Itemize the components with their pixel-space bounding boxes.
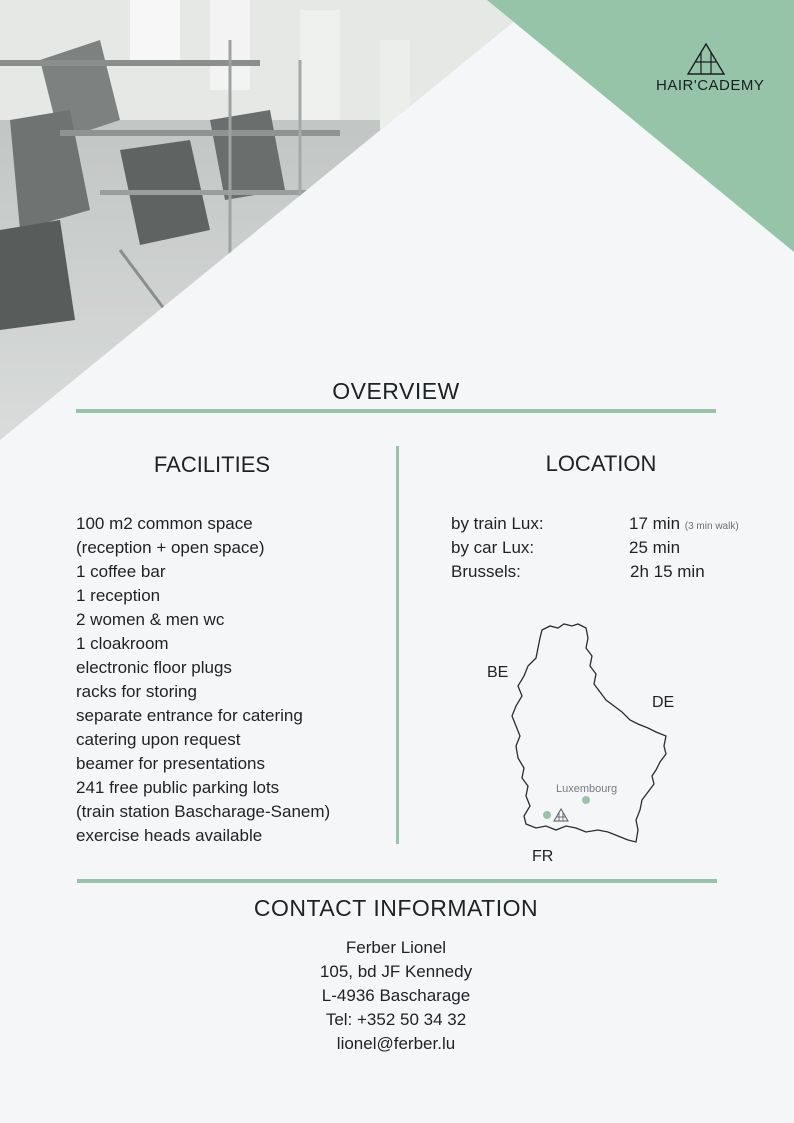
country-label-de: DE	[652, 694, 675, 711]
travel-time-value: 25 min	[629, 538, 681, 557]
green-corner	[487, 0, 794, 252]
contact-block	[76, 936, 716, 1056]
luxembourg-outline	[512, 624, 666, 842]
country-label-be: BE	[487, 664, 509, 681]
facility-item: catering upon request	[76, 730, 241, 749]
facility-item: beamer for presentations	[76, 754, 265, 773]
column-divider	[396, 446, 399, 844]
facilities-list	[76, 512, 330, 848]
facility-item: 1 cloakroom	[76, 634, 169, 653]
contact-email[interactable]: lionel@ferber.lu	[336, 1034, 456, 1053]
facility-item: racks for storing	[76, 682, 197, 701]
travel-mode-label: Brussels:	[451, 562, 521, 581]
location-title: LOCATION	[545, 451, 657, 476]
hairacademy-logo-icon	[686, 42, 726, 76]
contact-street: 105, bd JF Kennedy	[319, 962, 473, 981]
contact-divider	[77, 879, 717, 883]
facility-item: separate entrance for catering	[76, 706, 303, 725]
travel-time-value: 2h 15 min	[630, 562, 705, 581]
facility-item: 2 women & men wc	[76, 610, 225, 629]
luxembourg-city-marker	[582, 796, 590, 804]
facility-item: 1 coffee bar	[76, 562, 166, 581]
facility-item: electronic floor plugs	[76, 658, 232, 677]
facility-item: 241 free public parking lots	[76, 778, 280, 797]
travel-mode-label: by train Lux:	[451, 514, 544, 533]
luxembourg-map	[480, 620, 680, 850]
contact-name: Ferber Lionel	[345, 938, 447, 957]
overview-title: OVERVIEW	[332, 378, 460, 404]
contact-city: L-4936 Bascharage	[321, 986, 471, 1005]
hairacademy-map-icon	[554, 809, 568, 821]
overview-divider	[76, 409, 716, 413]
facility-item: exercise heads available	[76, 826, 263, 845]
map-city-label: Luxembourg	[556, 783, 618, 795]
bascharage-marker	[543, 811, 551, 819]
contact-phone: Tel: +352 50 34 32	[325, 1010, 467, 1029]
travel-time-value: 17 min (3 min walk)	[629, 514, 739, 533]
country-label-fr: FR	[532, 848, 554, 865]
facility-item: 100 m2 common space	[76, 514, 253, 533]
travel-time-note: (3 min walk)	[684, 521, 739, 532]
facility-item: 1 reception	[76, 586, 161, 605]
contact-title: CONTACT INFORMATION	[253, 895, 539, 921]
salon-photo	[0, 0, 540, 440]
brand-logo	[656, 42, 765, 94]
brand-name: HAIR'CADEMY	[656, 77, 765, 94]
facilities-title: FACILITIES	[153, 452, 271, 477]
facility-item: (reception + open space)	[76, 538, 265, 557]
facility-item: (train station Bascharage-Sanem)	[76, 802, 331, 821]
travel-mode-label: by car Lux:	[451, 538, 535, 557]
